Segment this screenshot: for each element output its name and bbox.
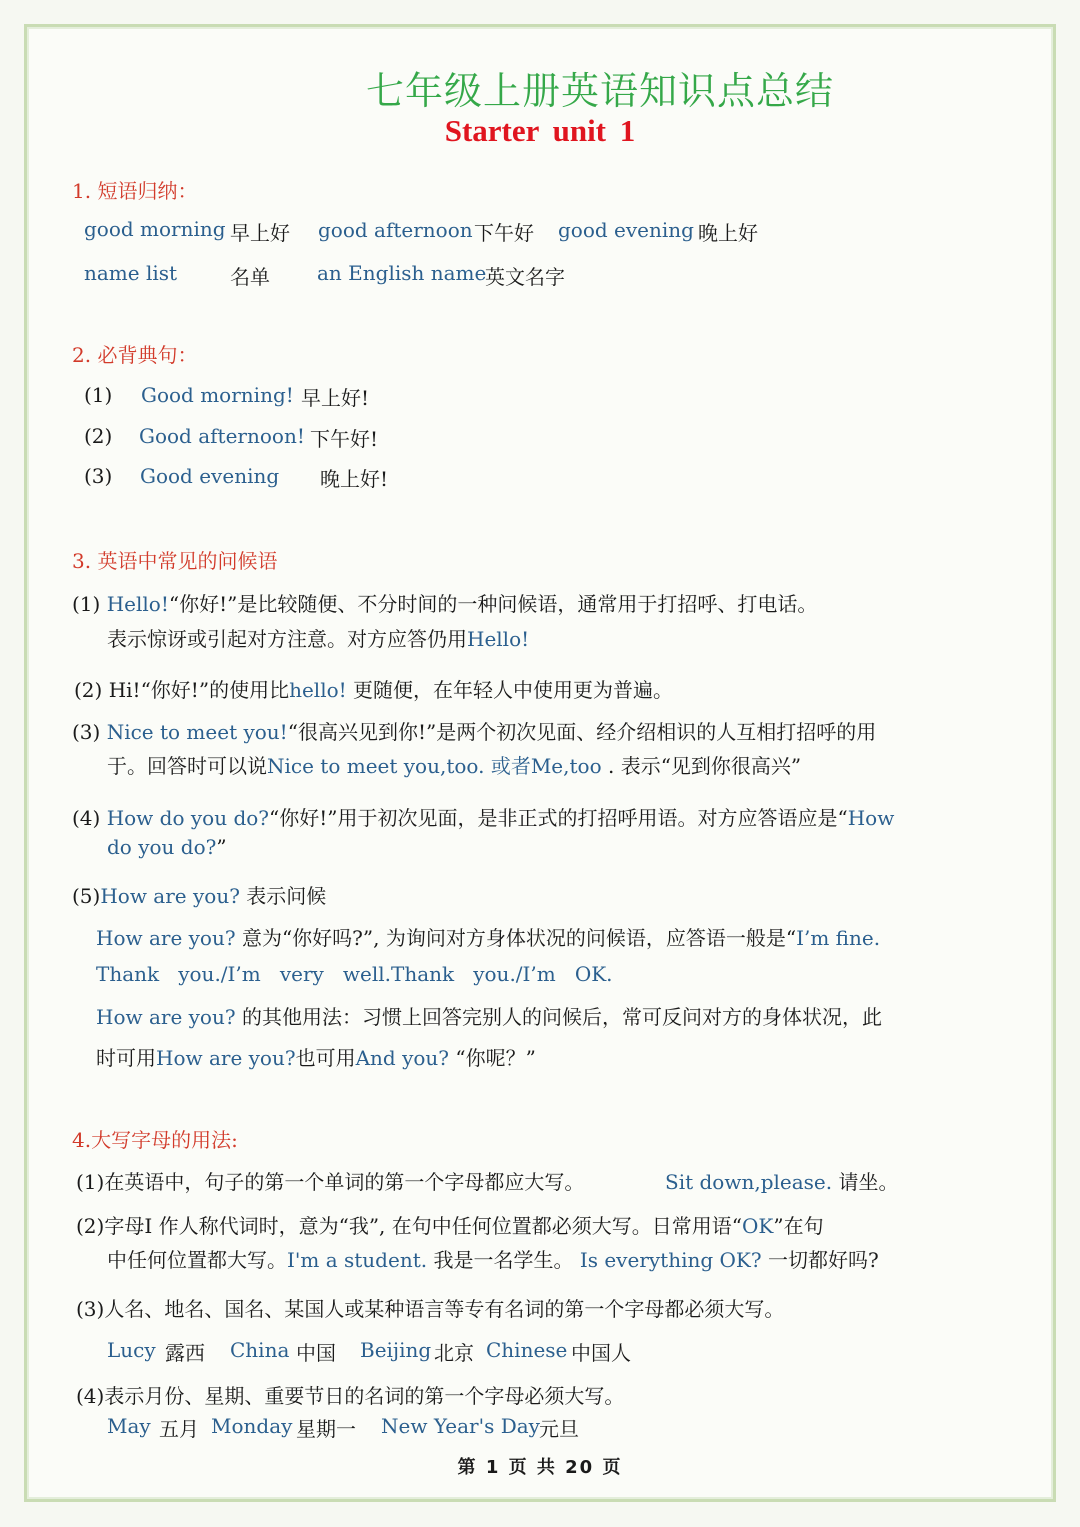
- phrase-en: good afternoon: [318, 218, 473, 242]
- paragraph-line: [96, 1042, 536, 1071]
- paragraph-line: [96, 1001, 882, 1030]
- text-zh: 在英语中，句子的第一个单词的第一个字母都应大写。: [104, 1170, 585, 1194]
- text-zh: 表示惊讶或引起对方注意。对方应答仍用: [107, 627, 467, 651]
- text-zh: 时可用: [96, 1046, 156, 1070]
- greeting-en: Nice to meet you,too.: [267, 754, 485, 778]
- text-zh: ”在句: [773, 1214, 824, 1238]
- item-num: (5): [72, 884, 101, 908]
- paragraph-line: [76, 1293, 784, 1322]
- paragraph-line: [107, 623, 529, 652]
- paragraph-line: [76, 1380, 624, 1409]
- greeting-en: Nice to meet you!: [106, 720, 288, 744]
- page-title: 七年级上册英语知识点总结: [365, 69, 834, 113]
- text-zh: 意为“你好吗?”, 为询问对方身体状况的问候语，应答语一般是“: [241, 926, 797, 950]
- greeting-en: Hi!: [108, 678, 141, 702]
- sentence-zh: 晚上好!: [320, 467, 389, 491]
- text-zh: “你呢？”: [455, 1046, 536, 1070]
- example-zh: 我是一名学生。: [433, 1248, 574, 1272]
- example-en: New Year's Day: [381, 1414, 540, 1438]
- sentence-num: (3): [84, 464, 113, 488]
- paragraph-line: [96, 922, 880, 951]
- greeting-en: How do you do?: [106, 806, 270, 830]
- text-zh: 更随便，在年轻人中使用更为普遍。: [353, 678, 674, 702]
- example-zh: 北京: [434, 1341, 474, 1365]
- greeting-en: How are you?: [156, 1046, 296, 1070]
- item-num: (4): [72, 806, 101, 830]
- text-zh: 表示问候: [246, 884, 327, 908]
- item-num: (2): [74, 678, 103, 702]
- text-zh: “你好!”用于初次见面，是非正式的打招呼用语。对方应答语应是“: [269, 806, 848, 830]
- sentence-en: Good morning!: [141, 383, 294, 407]
- text-zh: . 表示“见到你很高兴”: [607, 754, 802, 778]
- greeting-en: do you do?: [107, 835, 217, 859]
- sentence-zh: 早上好!: [301, 386, 370, 410]
- text-zh: ”: [216, 835, 227, 859]
- item-num: (2): [76, 1214, 105, 1238]
- sentence-num: (1): [84, 383, 113, 407]
- item-num: (3): [72, 720, 101, 744]
- paragraph-line: [72, 880, 326, 909]
- text-zh: 也可用: [295, 1046, 356, 1070]
- greeting-en: hello!: [289, 678, 347, 702]
- phrase-en: name list: [84, 261, 178, 285]
- greeting-en: How are you?: [100, 884, 240, 908]
- paragraph-line: [107, 750, 801, 779]
- example-zh: 中国: [296, 1341, 336, 1365]
- sentence-en: Good afternoon!: [139, 424, 305, 448]
- page-subtitle: Starter unit 1: [444, 113, 636, 148]
- sentence-en: Good evening: [140, 464, 280, 488]
- sentence-num: (2): [84, 424, 113, 448]
- example-en: I'm a student.: [287, 1248, 428, 1272]
- text-zh: “很高兴见到你!”是两个初次见面、经介绍相识的人互相打招呼的用: [287, 720, 877, 744]
- text-zh: 于。回答时可以说: [107, 754, 267, 778]
- example-en: Sit down,please.: [665, 1170, 833, 1194]
- phrase-zh: 英文名字: [485, 265, 565, 289]
- reply-en: Thank you./I’m very well.Thank you./I’m OK.: [96, 962, 613, 986]
- paragraph-line: [665, 1166, 898, 1195]
- example-en: China: [230, 1338, 290, 1362]
- text-zh: 人名、地名、国名、某国人或某种语言等专有名词的第一个字母都必须大写。: [104, 1297, 785, 1321]
- text-zh: 中任何位置都大写。: [107, 1248, 287, 1272]
- section-1-heading: 1. 短语归纳：: [72, 179, 198, 203]
- greeting-en: Hello!: [467, 627, 530, 651]
- page-number: 第 1 页 共 20 页: [457, 1457, 623, 1478]
- paragraph-line: [107, 1244, 879, 1273]
- item-num: (1): [72, 592, 101, 616]
- phrase-zh: 下午好: [474, 221, 534, 245]
- greeting-en: Me,too: [530, 754, 602, 778]
- phrase-zh: 早上好: [230, 221, 290, 245]
- example-zh: 一切都好吗?: [767, 1248, 879, 1272]
- example-en: Monday: [211, 1414, 293, 1438]
- item-num: (4): [76, 1384, 105, 1408]
- example-zh: 中国人: [571, 1341, 631, 1365]
- example-en: Lucy: [107, 1338, 156, 1362]
- phrase-en: an English name: [317, 261, 487, 285]
- text-zh: “你好!”的使用比: [140, 678, 290, 702]
- example-zh: 请坐。: [838, 1170, 899, 1194]
- paragraph-line: [72, 588, 817, 617]
- paragraph-line: [72, 802, 894, 831]
- paragraph-line: [76, 1210, 824, 1239]
- phrase-zh: 晚上好: [698, 221, 758, 245]
- greeting-en: And you?: [355, 1046, 450, 1070]
- section-3-heading: 3. 英语中常见的问候语: [72, 549, 278, 573]
- example-en: Chinese: [486, 1338, 568, 1362]
- greeting-en: Hello!: [106, 592, 169, 616]
- text-zh: 或者: [490, 754, 531, 778]
- example-zh: 五月: [159, 1417, 199, 1441]
- item-num: (1): [76, 1170, 105, 1194]
- paragraph-line: [76, 1166, 584, 1195]
- phrase-zh: 名单: [230, 265, 270, 289]
- example-zh: 露西: [165, 1341, 205, 1365]
- paragraph-line: [107, 835, 227, 859]
- greeting-en: I’m fine.: [796, 926, 881, 950]
- text-zh: 字母I 作人称代词时，意为“我”, 在句中任何位置都必须大写。日常用语“: [104, 1214, 742, 1238]
- example-en: Is everything OK?: [579, 1248, 762, 1272]
- text-zh: 表示月份、星期、重要节日的名词的第一个字母必须大写。: [104, 1384, 625, 1408]
- section-4-heading: 4.大写字母的用法:: [72, 1128, 238, 1152]
- example-en: May: [107, 1414, 151, 1438]
- example-en: Beijing: [360, 1338, 432, 1362]
- greeting-en: How: [847, 806, 895, 830]
- phrase-en: good morning: [84, 217, 226, 241]
- text-zh: 的其他用法：习惯上回答完别人的问候后，常可反问对方的身体状况，此: [241, 1005, 882, 1029]
- text-zh: “你好!”是比较随便、不分时间的一种问候语，通常用于打招呼、打电话。: [168, 592, 818, 616]
- item-num: (3): [76, 1297, 105, 1321]
- section-2-heading: 2. 必背典句：: [72, 343, 198, 367]
- paragraph-line: [72, 716, 876, 745]
- example-zh: 元旦: [539, 1417, 579, 1441]
- phrase-en: good evening: [558, 218, 694, 242]
- example-en: OK: [742, 1214, 774, 1238]
- example-zh: 星期一: [296, 1417, 356, 1441]
- sentence-zh: 下午好!: [310, 427, 379, 451]
- greeting-en: How are you?: [96, 1005, 236, 1029]
- paragraph-line: [74, 674, 673, 703]
- greeting-en: How are you?: [96, 926, 236, 950]
